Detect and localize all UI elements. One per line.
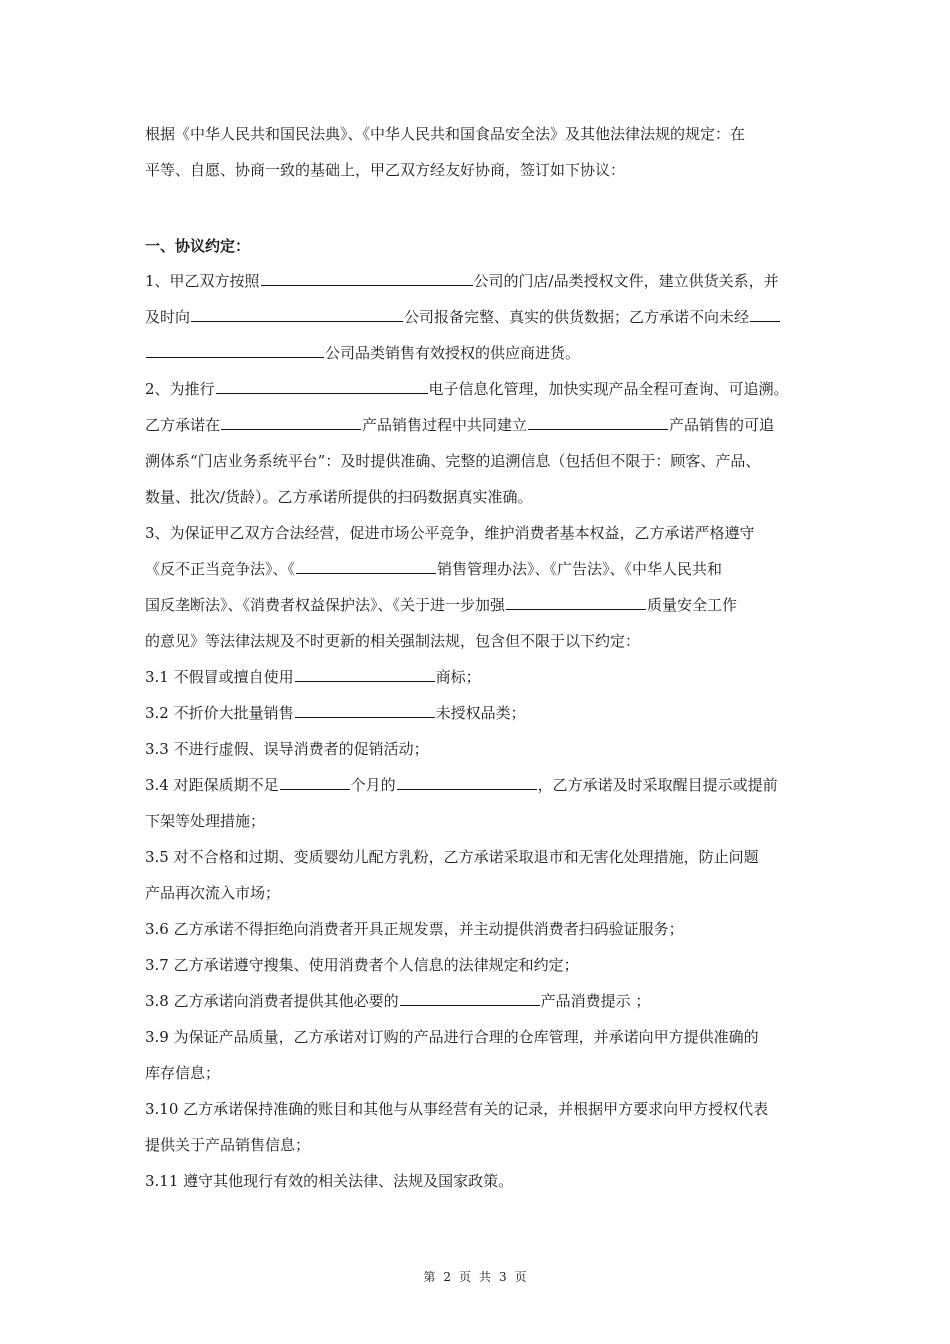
item-3-1: 3.1 不假冒或擅自使用 商标； [145,668,481,686]
blank-field[interactable] [146,343,324,358]
blank-field[interactable] [295,667,435,682]
item-3-8: 3.8 乙方承诺向消费者提供其他必要的 产品消费提示 ； [145,992,651,1010]
item-3-11: 3.11 遵守其他现行有效的相关法律、法规及国家政策。 [145,1172,514,1190]
clause-3-line-1: 3、为保证甲乙双方合法经营，促进市场公平竞争，维护消费者基本权益，乙方承诺严格遵守 [145,524,755,542]
clause-3-line-3: 国反垄断法》、《消费者权益保护法》、《关于进一步加强 质量安全工作 [145,596,738,614]
blank-field[interactable] [261,271,473,286]
blank-field[interactable] [280,775,350,790]
item-3-5-line-2: 产品再次流入市场； [145,884,281,902]
item-3-4-line-2: 下架等处理措施； [145,812,266,830]
item-3-3: 3.3 不进行虚假、误导消费者的促销活动； [145,740,429,758]
item-3-10-line-1: 3.10 乙方承诺保持准确的账目和其他与从事经营有关的记录，并根据甲方要求向甲方授权代表 [145,1100,769,1118]
blank-field[interactable] [191,307,403,322]
item-3-6: 3.6 乙方承诺不得拒绝向消费者开具正规发票，并主动提供消费者扫码验证服务； [145,920,684,938]
blank-field[interactable] [216,379,428,394]
item-3-9-line-2: 库存信息； [145,1064,221,1082]
intro-line-2: 平等、自愿、协商一致的基础上，甲乙双方经友好协商，签订如下协议： [145,161,626,179]
item-3-7: 3.7 乙方承诺遵守搜集、使用消费者个人信息的法律规定和约定； [145,956,579,974]
clause-2-line-2: 乙方承诺在 产品销售过程中共同建立 产品销售的可追 [145,416,775,434]
blank-field[interactable] [506,595,646,610]
blank-field[interactable] [400,991,540,1006]
intro-line-1: 根据《中华人民共和国民法典》、《中华人民共和国食品安全法》及其他法律法规的规定：在 [145,125,746,143]
item-3-5-line-1: 3.5 对不合格和过期、变质婴幼儿配方乳粉，乙方承诺采取退市和无害化处理措施，防止问题 [145,848,759,866]
blank-field[interactable] [221,415,361,430]
blank-field[interactable] [750,307,780,322]
clause-2-line-1: 2、为推行 电子信息化管理，加快实现产品全程可查询、可追溯。 [145,380,789,398]
blank-field[interactable] [397,775,537,790]
item-3-2: 3.2 不折价大批量销售 未授权品类； [145,704,526,722]
item-3-9-line-1: 3.9 为保证产品质量，乙方承诺对订购的产品进行合理的仓库管理，并承诺向甲方提供准确的 [145,1028,759,1046]
clause-3-line-2: 《反不正当竞争法》、《 销售管理办法》、《广告法》、《中华人民共和 [145,560,723,578]
blank-field[interactable] [528,415,668,430]
section-heading: 一、协议约定： [145,237,251,255]
page-footer: 第 2 页 共 3 页 [423,1270,527,1284]
item-3-10-line-2: 提供关于产品销售信息； [145,1136,311,1154]
blank-field[interactable] [295,703,435,718]
clause-3-line-4: 的意见》等法律法规及不时更新的相关强制法规，包含但不限于以下约定： [145,632,641,650]
item-3-4-line-1: 3.4 对距保质期不足 个月的 ，乙方承诺及时采取醒目提示或提前 [145,776,778,794]
clause-2-line-3: 溯体系“门店业务系统平台”：及时提供准确、完整的追溯信息（包括但不限于：顾客、产品、 [145,452,761,470]
clause-1-line-2: 及时向 公司报备完整、真实的供货数据；乙方承诺不向未经 [145,307,815,327]
clause-1-line-1: 1、甲乙双方按照 公司的门店/品类授权文件，建立供货关系，并 [145,272,779,290]
clause-1-line-3: 公司品类销售有效授权的供应商进货。 [145,343,815,363]
clause-2-line-4: 数量、批次/货龄）。乙方承诺所提供的扫码数据真实准确。 [145,488,533,506]
blank-field[interactable] [296,559,436,574]
